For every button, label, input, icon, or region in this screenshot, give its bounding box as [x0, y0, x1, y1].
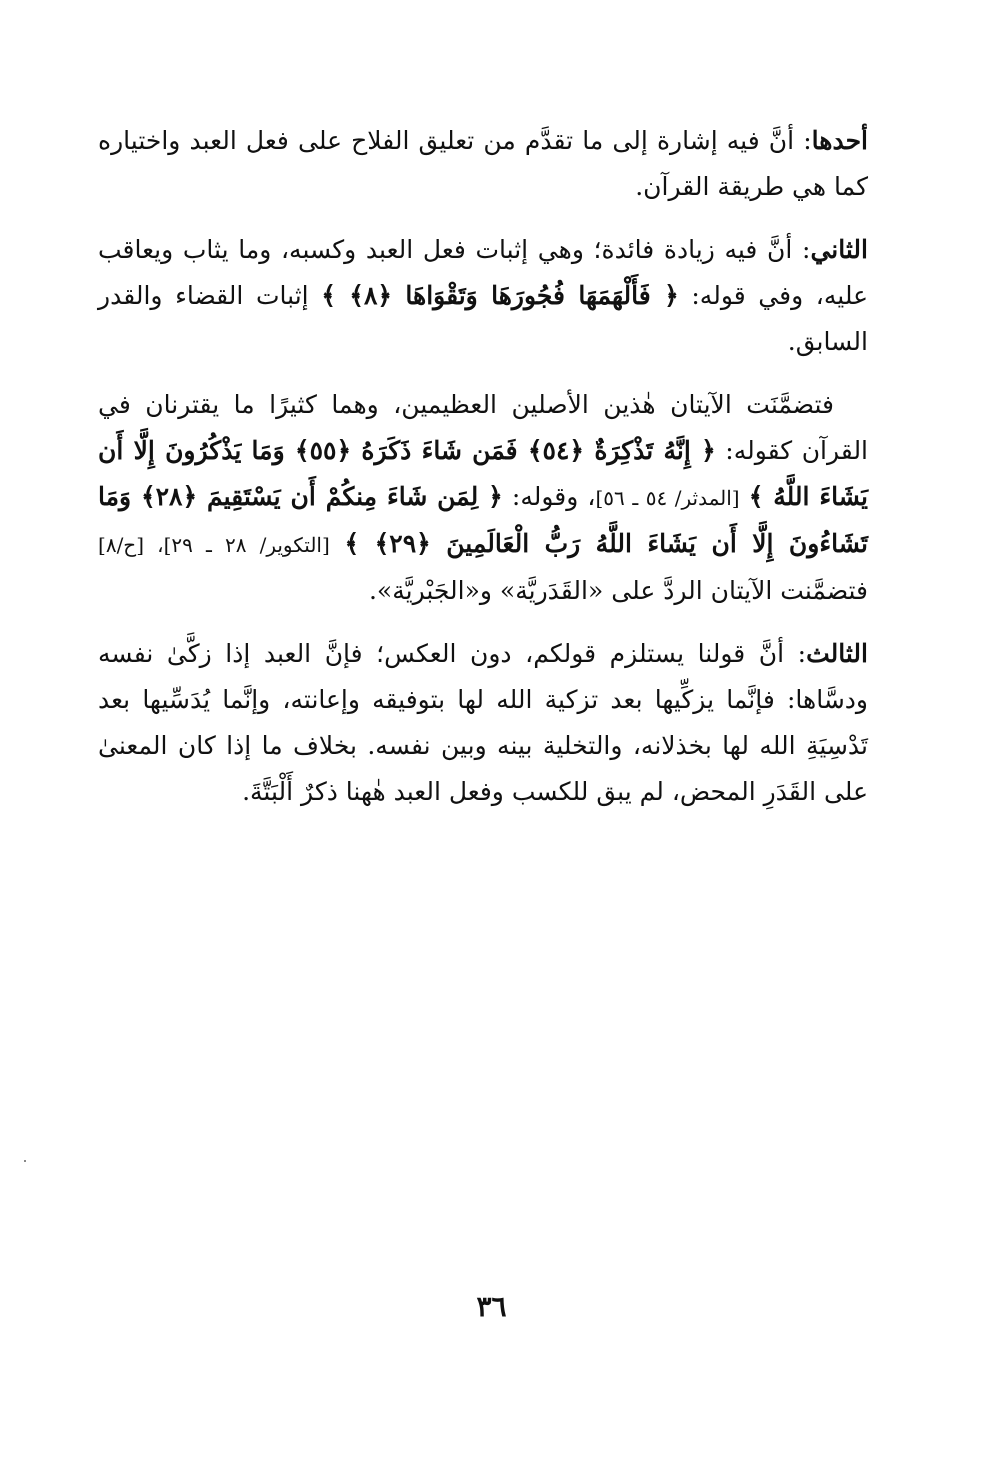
verse-reference: [المدثر/ ٥٤ ـ ٥٦]: [595, 486, 740, 510]
paragraph-text: : أنَّ فيه زيادة فائدة؛ وهي إثبات فعل العبد وكسبه، وما يثاب ويعاقب عليه، وفي قوله:: [98, 235, 869, 310]
paragraph-text: : أنَّ قولنا يستلزم قولكم، دون العكس؛ فإنَّ العبد إذا زكَّىٰ نفسه ودسَّاها: فإنَّما يزكِّيها بعد تزكية الله لها بتوفيقه وإعانته، وإنَّما يُدَسِّيها بعد تَدْسِيَةِ الله لها بخذلانه، والتخلية بينه وبين نفسه. بخلاف ما إذا كان المعنىٰ على القَدَرِ المحض، لم يبق للكسب وفعل العبد هٰهنا ذكرٌ أَلْبَتَّةَ.: [98, 639, 868, 806]
scan-speck: [24, 1160, 26, 1162]
paragraph-first-point: [98, 118, 868, 210]
paragraph-text: : أنَّ فيه إشارة إلى ما تقدَّم من تعليق الفلاح على فعل العبد واختياره كما هي طريقة القرآن.: [98, 126, 868, 201]
paragraph-two-principles: [98, 382, 868, 614]
paragraph-lead: أحدها: [811, 126, 868, 155]
paragraph-text: إثبات القضاء والقدر السابق.: [98, 281, 868, 356]
quran-verse: ﴿ فَأَلْهَمَهَا فُجُورَهَا وَتَقْوَاهَا ﴿٨﴾ ﴾: [321, 281, 679, 310]
verse-reference: [التكوير/ ٢٨ ـ ٢٩]، [ح/٨]: [98, 533, 330, 557]
page-number: ٣٦: [476, 1290, 507, 1323]
paragraph-lead: الثاني: [810, 235, 868, 264]
paragraph-second-point: [98, 227, 868, 365]
body-text: [98, 118, 868, 832]
paragraph-text: فتضمَّنَت الآيتان هٰذين الأصلين العظيمين، وهما كثيرًا ما يقترنان في القرآن كقوله:: [98, 390, 869, 465]
paragraph-third-point: [98, 631, 868, 815]
paragraph-text: ، وقوله:: [511, 482, 596, 511]
quran-verse: ﴿ لِمَن شَاءَ مِنكُمْ أَن يَسْتَقِيمَ ﴿٢٨﴾ وَمَا تَشَاءُونَ إِلَّا أَن يَشَاءَ اللَّهُ رَبُّ الْعَالَمِينَ ﴿٢٩﴾ ﴾: [98, 482, 868, 558]
paragraph-lead: الثالث: [806, 639, 868, 668]
quran-verse: ﴿ إِنَّهُ تَذْكِرَةٌ ﴿٥٤﴾ فَمَن شَاءَ ذَكَرَهُ ﴿٥٥﴾ وَمَا يَذْكُرُونَ إِلَّا أَن يَشَاءَ اللَّهُ ﴾: [98, 436, 868, 511]
paragraph-text: فتضمَّنت الآيتان الردَّ على «القَدَريَّة» و«الجَبْريَّة».: [368, 576, 868, 605]
